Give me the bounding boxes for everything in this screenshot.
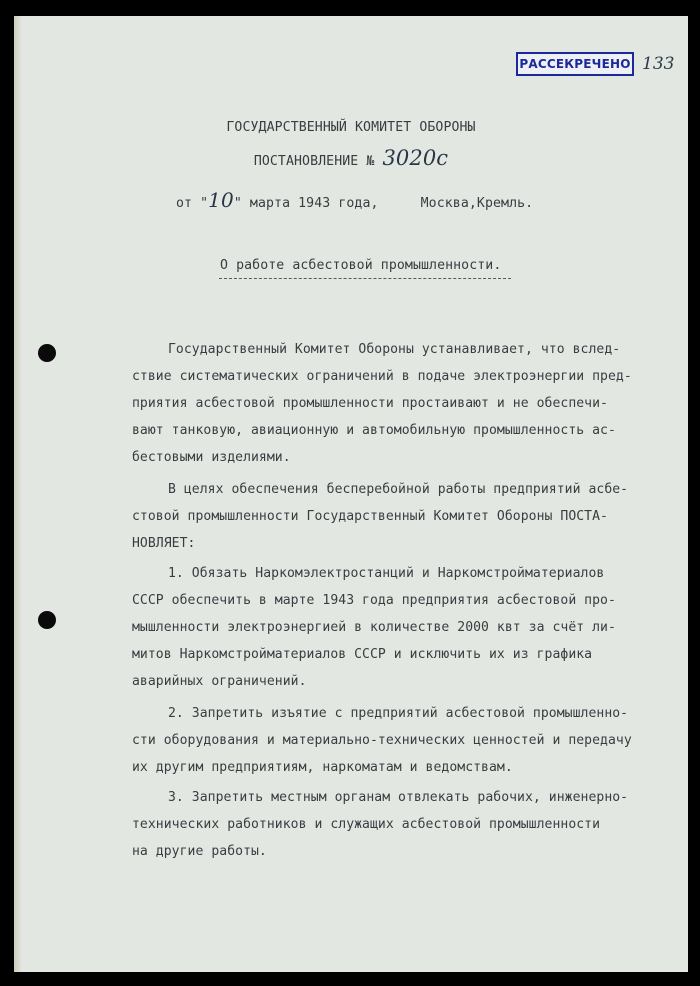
subject-underline — [219, 278, 511, 279]
item-line: на другие работы. — [132, 844, 267, 859]
item-line: СССР обеспечить в марте 1943 года предприятия асбестовой про- — [132, 593, 616, 608]
item-line: сти оборудования и материально-технических ценностей и передачу — [132, 733, 632, 748]
punch-hole-top — [38, 344, 56, 362]
paragraph-line: ствие систематических ограничений в подаче электроэнергии пред- — [132, 369, 632, 384]
item-line: аварийных ограничений. — [132, 674, 307, 689]
decree-number: 3020с — [382, 146, 449, 170]
committee-title: ГОСУДАРСТВЕННЫЙ КОМИТЕТ ОБОРОНЫ — [226, 120, 476, 135]
item-line: 2. Запретить изъятие с предприятий асбестовой промышленно- — [168, 706, 629, 721]
date-prefix: от " — [176, 196, 209, 211]
punch-hole-bottom — [38, 611, 56, 629]
paragraph-line: приятия асбестовой промышленности простаивают и не обеспечи- — [132, 396, 608, 411]
date-day: 10 — [208, 188, 234, 212]
item-line: их другим предприятиям, наркоматам и ведомствам. — [132, 760, 513, 775]
document-page — [14, 16, 688, 972]
decree-place: Москва,Кремль. — [420, 196, 534, 211]
item-line: 1. Обязать Наркомэлектростанций и Наркомстройматериалов — [168, 566, 605, 581]
paragraph-line: Государственный Комитет Обороны устанавливает, что вслед- — [168, 342, 621, 357]
item-line: 3. Запретить местным органам отвлекать рабочих, инженерно- — [168, 790, 629, 805]
item-line: технических работников и служащих асбестовой промышленности — [132, 817, 601, 832]
page-number: 133 — [642, 54, 675, 74]
paragraph-line: В целях обеспечения бесперебойной работы предприятий асбе- — [168, 482, 629, 497]
decree-title — [14, 146, 688, 170]
decree-label: ПОСТАНОВЛЕНИЕ № — [253, 154, 375, 169]
subject-heading: О работе асбестовой промышленности. — [220, 258, 502, 273]
paragraph-line: вают танковую, авиационную и автомобильную промышленность ас- — [132, 423, 616, 438]
paragraph-line: бестовыми изделиями. — [132, 450, 291, 465]
item-line: митов Наркомстройматериалов СССР и исключить их из графика — [132, 647, 593, 662]
date-suffix: " марта 1943 года, — [233, 196, 379, 211]
declassified-stamp: РАССЕКРЕЧЕНО — [516, 52, 634, 76]
item-line: мышленности электроэнергией в количестве 2000 квт за счёт ли- — [132, 620, 616, 635]
paragraph-line: НОВЛЯЕТ: — [132, 536, 196, 551]
paragraph-line: стовой промышленности Государственный Комитет Обороны ПОСТА- — [132, 509, 608, 524]
decree-date — [176, 188, 533, 212]
